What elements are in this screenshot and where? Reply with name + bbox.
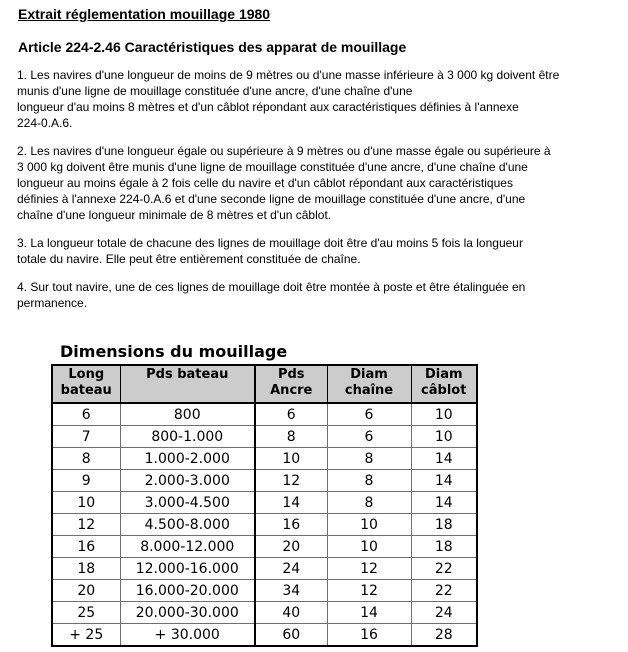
table-cell-r1-c4: 6 bbox=[327, 403, 411, 426]
table-cell-r9-c1: 20 bbox=[52, 580, 120, 602]
table-cell-r7-c3: 20 bbox=[255, 536, 327, 558]
table-cell-r3-c3: 10 bbox=[255, 448, 327, 470]
mooring-dimensions-table bbox=[51, 364, 478, 647]
table-cell-r1-c1: 6 bbox=[52, 403, 120, 426]
table-body bbox=[52, 403, 477, 646]
table-cell-r1-c3: 6 bbox=[255, 403, 327, 426]
table-cell-r5-c5: 14 bbox=[411, 492, 477, 514]
paragraph-1: 1. Les navires d'une longueur de moins de 9 mètres ou d'une masse inférieure à 3 000 kg doivent être munis d'une ligne de mouillage constituée d'une ancre, d'une chaîne d'une longueur d'au moins 8 mètres et d'un câblot répondant aux caractéristiques définies à l'annexe 224-0.A.6. bbox=[17, 68, 560, 130]
table-cell-r2-c3: 8 bbox=[255, 426, 327, 448]
table-cell-r9-c5: 22 bbox=[411, 580, 477, 602]
table-cell-r8-c4: 12 bbox=[327, 558, 411, 580]
table-cell-r2-c5: 10 bbox=[411, 426, 477, 448]
table-cell-r3-c1: 8 bbox=[52, 448, 120, 470]
table-header-row bbox=[52, 365, 477, 403]
document-title: Extrait réglementation mouillage 1980 bbox=[18, 6, 271, 22]
table-cell-r9-c4: 12 bbox=[327, 580, 411, 602]
table-cell-r4-c3: 12 bbox=[255, 470, 327, 492]
table-row bbox=[52, 514, 477, 536]
table-cell-r6-c2: 4.500-8.000 bbox=[120, 514, 255, 536]
table-cell-r4-c1: 9 bbox=[52, 470, 120, 492]
table-cell-r1-c5: 10 bbox=[411, 403, 477, 426]
table-cell-r5-c1: 10 bbox=[52, 492, 120, 514]
table-cell-r5-c2: 3.000-4.500 bbox=[120, 492, 255, 514]
table-cell-r11-c5: 28 bbox=[411, 624, 477, 647]
table-cell-r6-c3: 16 bbox=[255, 514, 327, 536]
paragraph-3: 3. La longueur totale de chacune des lignes de mouillage doit être d'au moins 5 fois la longueur totale du navire. Elle peut être entièrement constituée de chaîne. bbox=[17, 236, 523, 266]
table-row bbox=[52, 426, 477, 448]
table-row bbox=[52, 536, 477, 558]
paragraph-2: 2. Les navires d'une longueur égale ou supérieure à 9 mètres ou d'une masse égale ou supérieure à 3 000 kg doivent être munis d'une ligne de mouillage constituée d'une ancre, d'une chaîne d'une longueur au moins égale à 2 fois celle du navire et d'un câblot répondant aux caractéristiques définies à l'annexe 224-0.A.6 et d'une seconde ligne de mouillage constituée d'une ancre, d'une chaîne d'une longueur minimale de 8 mètres et d'un câblot. bbox=[17, 144, 551, 222]
table-cell-r10-c4: 14 bbox=[327, 602, 411, 624]
table-cell-r5-c3: 14 bbox=[255, 492, 327, 514]
table-row bbox=[52, 448, 477, 470]
table-cell-r8-c1: 18 bbox=[52, 558, 120, 580]
table-cell-r7-c2: 8.000-12.000 bbox=[120, 536, 255, 558]
table-row bbox=[52, 403, 477, 426]
table-row bbox=[52, 602, 477, 624]
body-paragraphs bbox=[17, 67, 612, 311]
table-cell-r10-c5: 24 bbox=[411, 602, 477, 624]
table-cell-r2-c2: 800-1.000 bbox=[120, 426, 255, 448]
paragraph-4: 4. Sur tout navire, une de ces lignes de mouillage doit être montée à poste et être étalinguée en permanence. bbox=[17, 280, 526, 310]
table-cell-r7-c5: 18 bbox=[411, 536, 477, 558]
table-cell-r2-c1: 7 bbox=[52, 426, 120, 448]
table-cell-r7-c4: 10 bbox=[327, 536, 411, 558]
table-cell-r8-c2: 12.000-16.000 bbox=[120, 558, 255, 580]
table-cell-r10-c1: 25 bbox=[52, 602, 120, 624]
table-row bbox=[52, 624, 477, 647]
article-heading: Article 224-2.46 Caractéristiques des apparat de mouillage bbox=[18, 39, 407, 55]
table-cell-r5-c4: 8 bbox=[327, 492, 411, 514]
table-header bbox=[52, 365, 477, 403]
table-cell-r6-c4: 10 bbox=[327, 514, 411, 536]
table-cell-r1-c2: 800 bbox=[120, 403, 255, 426]
table-cell-r3-c5: 14 bbox=[411, 448, 477, 470]
column-header-2: Pds bateau bbox=[120, 365, 255, 403]
table-row bbox=[52, 558, 477, 580]
column-header-1: Long bateau bbox=[52, 365, 120, 403]
table-cell-r7-c1: 16 bbox=[52, 536, 120, 558]
table-cell-r9-c3: 34 bbox=[255, 580, 327, 602]
table-row bbox=[52, 492, 477, 514]
table-cell-r11-c4: 16 bbox=[327, 624, 411, 647]
column-header-5: Diam câblot bbox=[411, 365, 477, 403]
column-header-3: Pds Ancre bbox=[255, 365, 327, 403]
table-cell-r11-c2: + 30.000 bbox=[120, 624, 255, 647]
table-cell-r10-c3: 40 bbox=[255, 602, 327, 624]
table-cell-r6-c5: 18 bbox=[411, 514, 477, 536]
table-cell-r4-c2: 2.000-3.000 bbox=[120, 470, 255, 492]
table-row bbox=[52, 470, 477, 492]
table-cell-r3-c4: 8 bbox=[327, 448, 411, 470]
table-row bbox=[52, 580, 477, 602]
column-header-4: Diam chaîne bbox=[327, 365, 411, 403]
table-cell-r11-c1: + 25 bbox=[52, 624, 120, 647]
table-cell-r10-c2: 20.000-30.000 bbox=[120, 602, 255, 624]
table-cell-r4-c4: 8 bbox=[327, 470, 411, 492]
table-cell-r6-c1: 12 bbox=[52, 514, 120, 536]
table-cell-r8-c3: 24 bbox=[255, 558, 327, 580]
table-caption: Dimensions du mouillage bbox=[60, 342, 288, 361]
table-cell-r9-c2: 16.000-20.000 bbox=[120, 580, 255, 602]
table-cell-r2-c4: 6 bbox=[327, 426, 411, 448]
table-cell-r8-c5: 22 bbox=[411, 558, 477, 580]
table-cell-r4-c5: 14 bbox=[411, 470, 477, 492]
table-cell-r11-c3: 60 bbox=[255, 624, 327, 647]
table-cell-r3-c2: 1.000-2.000 bbox=[120, 448, 255, 470]
